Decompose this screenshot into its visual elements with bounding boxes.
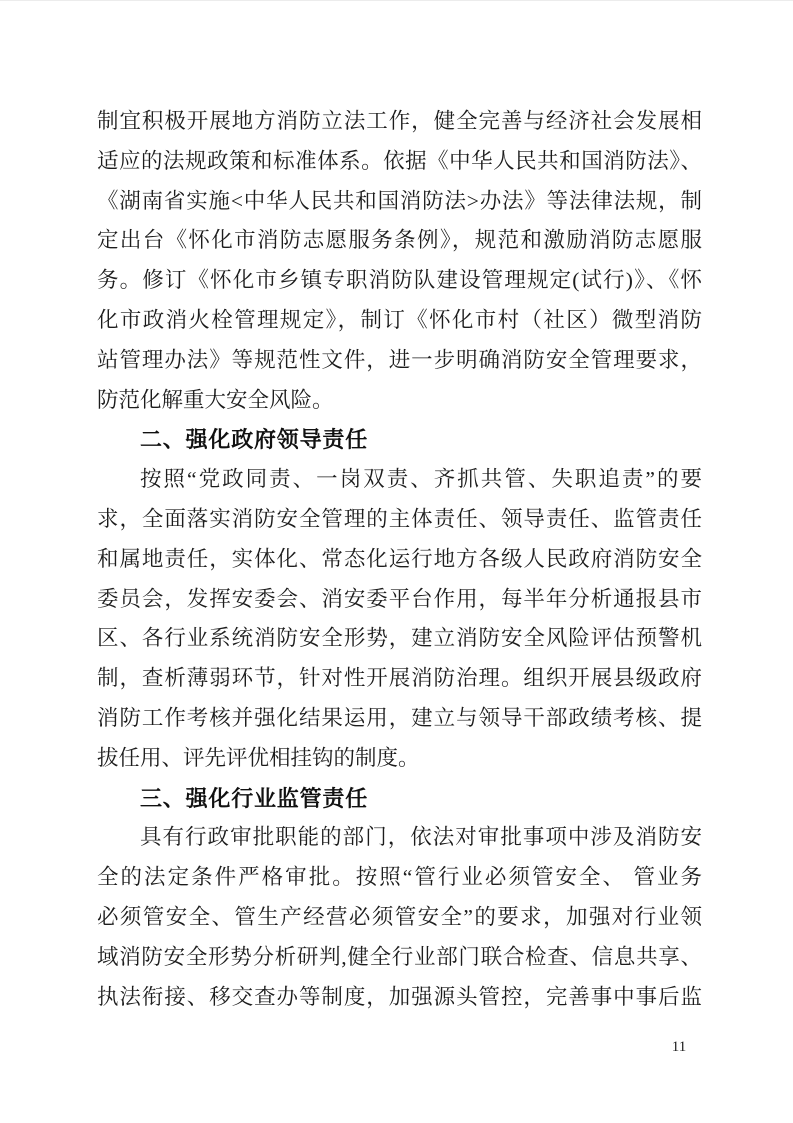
- text-line: 《湖南省实施<中华人民共和国消防法>办法》等法律法规，制: [97, 188, 702, 213]
- document-body: [97, 102, 702, 1017]
- paragraph: [97, 818, 702, 1017]
- page-number: 11: [671, 1039, 687, 1055]
- section-heading: 二、强化政府领导责任: [140, 427, 369, 453]
- paragraph: [97, 102, 702, 420]
- text-line: 全的法定条件严格审批。按照“管行业必须管安全、 管业务: [97, 865, 702, 890]
- paragraph: [97, 460, 702, 778]
- text-line: 化市政消火栓管理规定》，制订《怀化市村（社区）微型消防: [97, 307, 702, 332]
- text-line: 求，全面落实消防安全管理的主体责任、领导责任、监管责任: [97, 506, 702, 531]
- text-line: 域消防安全形势分析研判,健全行业部门联合检查、信息共享、: [97, 944, 702, 969]
- text-line: 拔任用、评先评优相挂钩的制度。: [97, 745, 420, 770]
- text-line: 制，查析薄弱环节，针对性开展消防治理。组织开展县级政府: [97, 666, 702, 691]
- text-line: 区、各行业系统消防安全形势，建立消防安全风险评估预警机: [97, 626, 702, 651]
- text-line: 站管理办法》等规范性文件，进一步明确消防安全管理要求，: [97, 347, 702, 372]
- text-line: 定出台《怀化市消防志愿服务条例》，规范和激励消防志愿服: [97, 228, 702, 253]
- text-line: 适应的法规政策和标准体系。依据《中华人民共和国消防法》、: [97, 148, 702, 173]
- text-line: 防范化解重大安全风险。: [97, 387, 334, 412]
- text-line: 具有行政审批职能的部门，依法对审批事项中涉及消防安: [140, 825, 702, 850]
- text-line: 制宜积极开展地方消防立法工作，健全完善与经济社会发展相: [97, 109, 702, 133]
- text-line: 执法衔接、移交查办等制度，加强源头管控，完善事中事后监: [97, 984, 702, 1009]
- text-line: 务。修订《怀化市乡镇专职消防队建设管理规定(试行)》、《怀: [97, 268, 702, 293]
- text-line: 必须管安全、管生产经营必须管安全”的要求，加强对行业领: [97, 904, 702, 929]
- section-heading: 三、强化行业监管责任: [140, 785, 369, 811]
- text-line: 消防工作考核并强化结果运用，建立与领导干部政绩考核、提: [97, 705, 702, 730]
- text-line: 按照“党政同责、一岗双责、齐抓共管、失职追责”的要: [140, 467, 702, 492]
- text-line: 委员会，发挥安委会、消安委平台作用，每半年分析通报县市: [97, 586, 702, 611]
- text-line: 和属地责任，实体化、常态化运行地方各级人民政府消防安全: [97, 546, 702, 571]
